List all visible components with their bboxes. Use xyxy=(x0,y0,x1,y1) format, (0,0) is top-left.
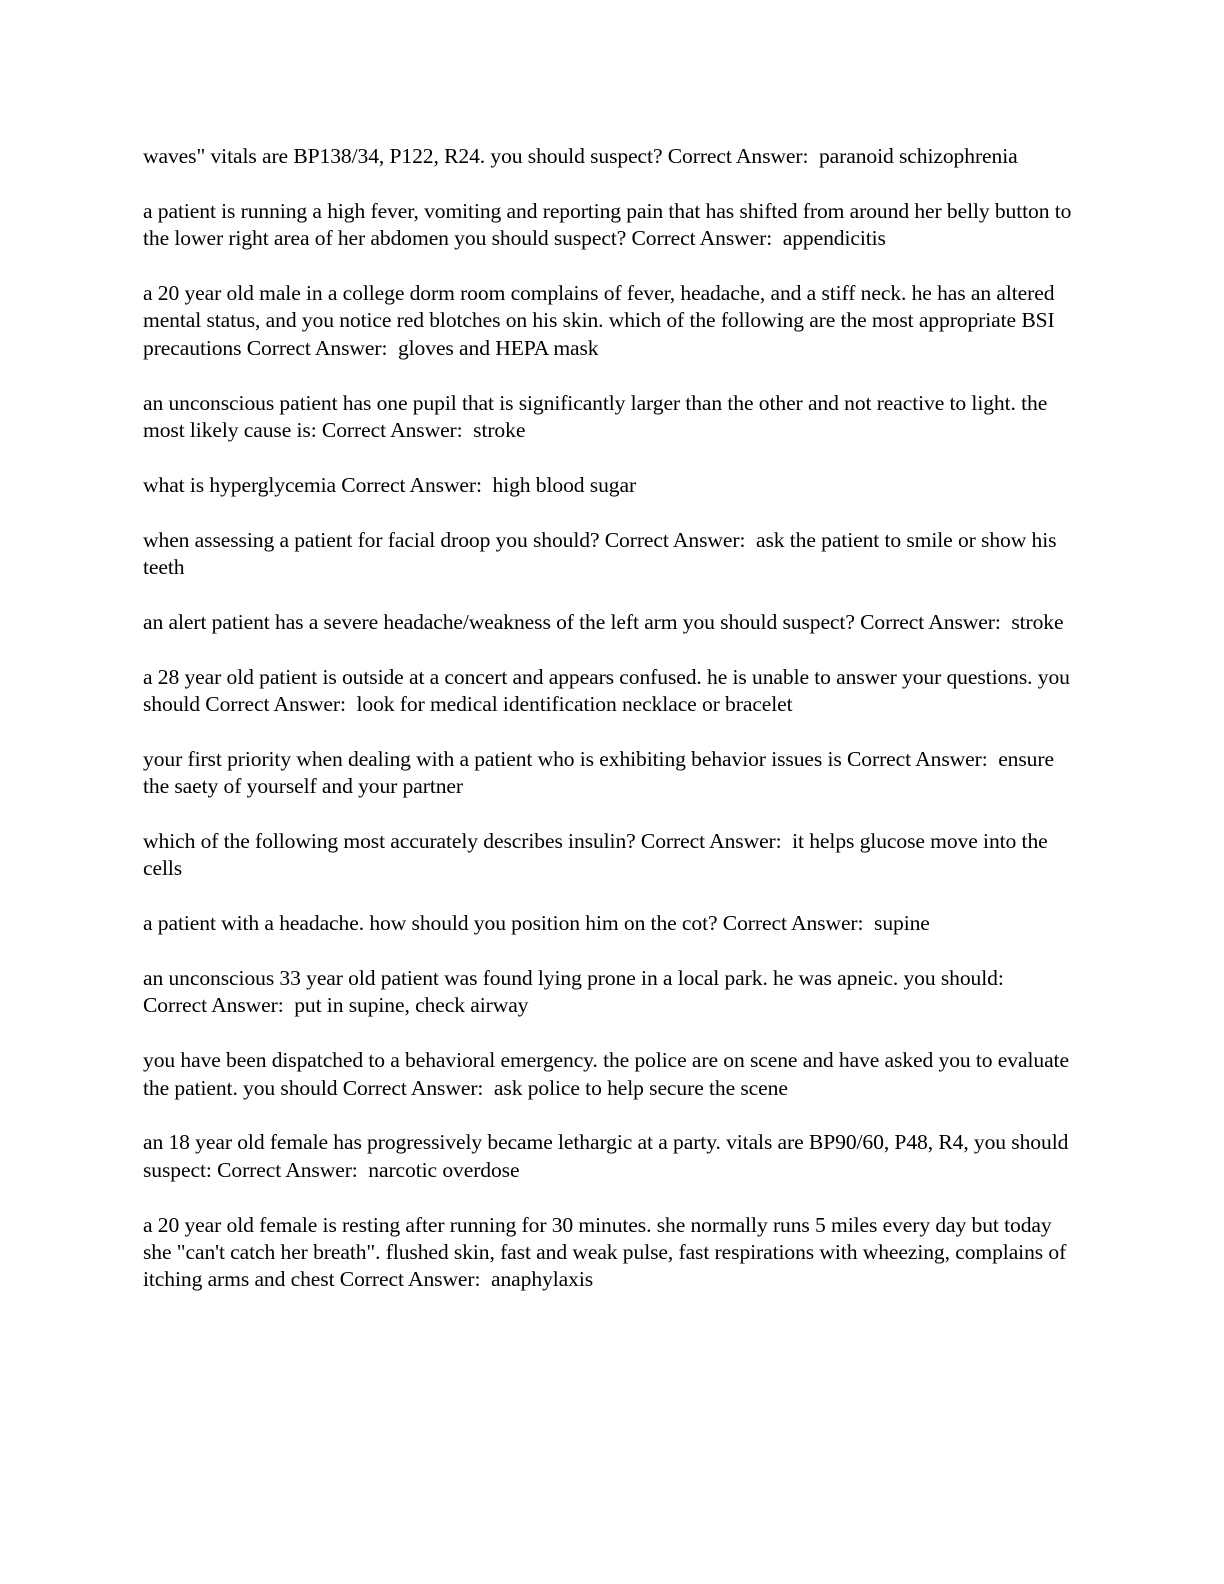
qa-paragraph-12: an unconscious 33 year old patient was found lying prone in a local park. he was apneic. you should: Correct Answer: put in supine, check airway xyxy=(143,966,1010,1018)
document-body xyxy=(143,143,1077,1321)
qa-paragraph-14: an 18 year old female has progressively became lethargic at a party. vitals are BP90/60, P48, R4, you should suspect: Correct Answer: narcotic overdose xyxy=(143,1130,1074,1182)
qa-paragraph-13: you have been dispatched to a behavioral emergency. the police are on scene and have asked you to evaluate the patient. you should Correct Answer: ask police to help secure the scene xyxy=(143,1048,1075,1100)
qa-paragraph-6: when assessing a patient for facial droop you should? Correct Answer: ask the patient to smile or show his teeth xyxy=(143,527,1062,580)
qa-paragraph-15: a 20 year old female is resting after running for 30 minutes. she normally runs 5 miles every day but today she "can't catch her breath". flushed skin, fast and weak pulse, fast respirations with wheezing, complains of itching arms and chest Correct Answer: anaphylaxis xyxy=(143,1212,1072,1292)
qa-paragraph-9: your first priority when dealing with a patient who is exhibiting behavior issues is Correct Answer: ensure the saety of yourself and your partner xyxy=(143,746,1060,799)
qa-paragraph-1: waves" vitals are BP138/34, P122, R24. you should suspect? Correct Answer: paranoid schizophrenia xyxy=(143,144,1018,168)
qa-paragraph-3: a 20 year old male in a college dorm room complains of fever, headache, and a stiff neck. he has an altered mental status, and you notice red blotches on his skin. which of the following are the most appropriate BSI precautions Correct Answer: gloves and HEPA mask xyxy=(143,281,1060,360)
qa-paragraph-4: an unconscious patient has one pupil that is significantly larger than the other and not reactive to light. the most likely cause is: Correct Answer: stroke xyxy=(143,390,1053,443)
qa-paragraph-8: a 28 year old patient is outside at a concert and appears confused. he is unable to answer your questions. you should Correct Answer: look for medical identification necklace or bracelet xyxy=(143,664,1076,717)
qa-paragraph-7: an alert patient has a severe headache/weakness of the left arm you should suspect? Correct Answer: stroke xyxy=(143,609,1064,634)
qa-paragraph-11: a patient with a headache. how should you position him on the cot? Correct Answer: supine xyxy=(143,911,930,936)
qa-paragraph-10: which of the following most accurately describes insulin? Correct Answer: it helps glucose move into the cells xyxy=(143,829,1053,881)
qa-paragraph-2: a patient is running a high fever, vomiting and reporting pain that has shifted from around her belly button to the lower right area of her abdomen you should suspect? Correct Answer: appendicitis xyxy=(143,198,1077,251)
qa-paragraph-5: what is hyperglycemia Correct Answer: high blood sugar xyxy=(143,472,637,497)
